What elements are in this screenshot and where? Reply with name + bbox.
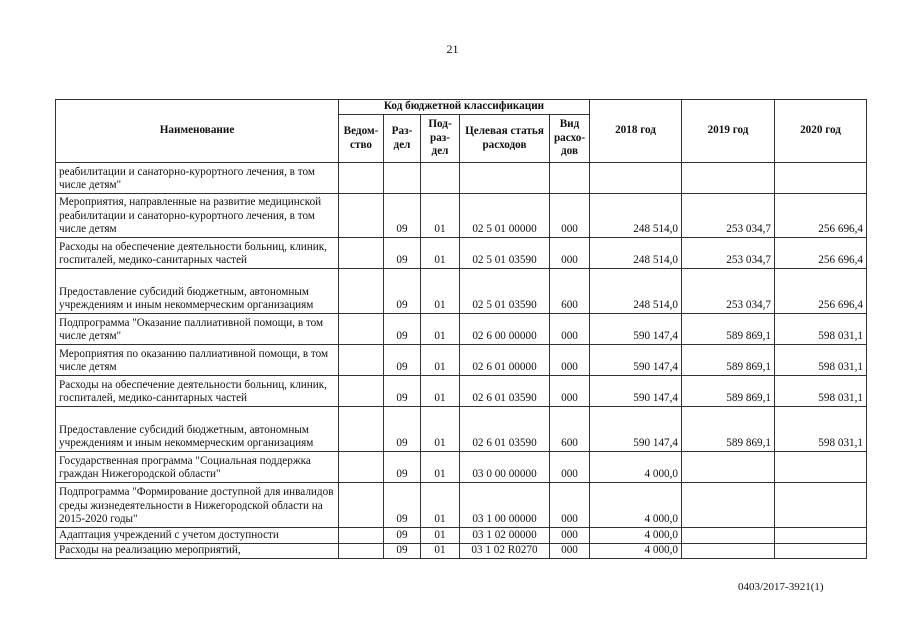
row-podrazdel: 01 — [421, 238, 460, 269]
table-row — [56, 345, 867, 376]
document-code: 0403/2017-3921(1) — [738, 581, 824, 593]
row-2018 — [590, 163, 682, 194]
row-celevaya: 02 6 01 03590 — [460, 407, 550, 452]
row-2019: 589 869,1 — [682, 314, 775, 345]
row-2018: 248 514,0 — [590, 194, 682, 238]
row-razdel: 09 — [384, 194, 421, 238]
row-celevaya: 02 6 00 00000 — [460, 314, 550, 345]
row-2020: 598 031,1 — [775, 407, 867, 452]
header-podrazdel: Под-раз-дел — [421, 115, 460, 163]
table-row — [56, 376, 867, 407]
row-name: Подпрограмма "Оказание паллиативной помощи, в том числе детям" — [56, 314, 339, 345]
row-2020 — [775, 452, 867, 483]
header-vid: Вид расхо-дов — [550, 115, 590, 163]
row-2019: 253 034,7 — [682, 238, 775, 269]
table-row — [56, 483, 867, 528]
row-vid: 600 — [550, 269, 590, 314]
row-razdel: 09 — [384, 452, 421, 483]
row-vedomstvo — [339, 314, 384, 345]
row-vedomstvo — [339, 238, 384, 269]
header-name: Наименование — [56, 100, 339, 163]
row-vid: 000 — [550, 483, 590, 528]
row-2020 — [775, 528, 867, 544]
row-vid: 000 — [550, 238, 590, 269]
row-vid — [550, 163, 590, 194]
row-2019 — [682, 528, 775, 544]
row-vid: 000 — [550, 345, 590, 376]
table-body — [56, 163, 867, 559]
row-2020: 256 696,4 — [775, 238, 867, 269]
row-razdel: 09 — [384, 269, 421, 314]
row-2020: 598 031,1 — [775, 345, 867, 376]
row-2018: 248 514,0 — [590, 269, 682, 314]
row-name: Расходы на обеспечение деятельности больниц, клиник, госпиталей, медико-санитарных частей — [56, 376, 339, 407]
header-2020: 2020 год — [775, 100, 867, 163]
row-2019: 253 034,7 — [682, 194, 775, 238]
row-razdel: 09 — [384, 544, 421, 559]
row-razdel — [384, 163, 421, 194]
row-vedomstvo — [339, 528, 384, 544]
row-2018: 4 000,0 — [590, 544, 682, 559]
row-razdel: 09 — [384, 238, 421, 269]
row-podrazdel: 01 — [421, 314, 460, 345]
row-2018: 248 514,0 — [590, 238, 682, 269]
row-celevaya: 02 6 01 03590 — [460, 376, 550, 407]
row-podrazdel — [421, 163, 460, 194]
row-2020 — [775, 163, 867, 194]
header-razdel: Раз-дел — [384, 115, 421, 163]
header-celevaya: Целевая статья расходов — [460, 115, 550, 163]
row-razdel: 09 — [384, 528, 421, 544]
row-vedomstvo — [339, 483, 384, 528]
row-vid: 000 — [550, 528, 590, 544]
row-name: Расходы на реализацию мероприятий, — [56, 544, 339, 559]
row-2019 — [682, 452, 775, 483]
row-2019: 253 034,7 — [682, 269, 775, 314]
row-vedomstvo — [339, 194, 384, 238]
table-row — [56, 544, 867, 559]
row-vedomstvo — [339, 407, 384, 452]
row-name: Расходы на обеспечение деятельности больниц, клиник, госпиталей, медико-санитарных частей — [56, 238, 339, 269]
row-celevaya: 02 6 01 00000 — [460, 345, 550, 376]
row-name: Мероприятия, направленные на развитие медицинской реабилитации и санаторно-курортного лечения, в том числе детям — [56, 194, 339, 238]
row-podrazdel: 01 — [421, 483, 460, 528]
row-vedomstvo — [339, 163, 384, 194]
row-vid: 000 — [550, 194, 590, 238]
row-2018: 590 147,4 — [590, 345, 682, 376]
row-vedomstvo — [339, 269, 384, 314]
row-name: Предоставление субсидий бюджетным, автономным учреждениям и иным некоммерческим организациям — [56, 407, 339, 452]
header-2018: 2018 год — [590, 100, 682, 163]
row-celevaya: 03 1 00 00000 — [460, 483, 550, 528]
row-name: Адаптация учреждений с учетом доступности — [56, 528, 339, 544]
row-razdel: 09 — [384, 376, 421, 407]
row-2019: 589 869,1 — [682, 407, 775, 452]
row-podrazdel: 01 — [421, 452, 460, 483]
row-2020 — [775, 544, 867, 559]
table-row — [56, 528, 867, 544]
row-podrazdel: 01 — [421, 345, 460, 376]
row-vedomstvo — [339, 345, 384, 376]
header-2019: 2019 год — [682, 100, 775, 163]
row-podrazdel: 01 — [421, 376, 460, 407]
row-2019 — [682, 483, 775, 528]
row-celevaya: 03 1 02 R0270 — [460, 544, 550, 559]
row-2020: 598 031,1 — [775, 376, 867, 407]
row-celevaya: 02 5 01 03590 — [460, 269, 550, 314]
header-code-group: Код бюджетной классификации — [339, 100, 590, 115]
row-vid: 600 — [550, 407, 590, 452]
row-celevaya: 02 5 01 00000 — [460, 194, 550, 238]
row-vid: 000 — [550, 314, 590, 345]
table-row — [56, 269, 867, 314]
row-2020: 256 696,4 — [775, 269, 867, 314]
row-razdel: 09 — [384, 483, 421, 528]
row-vedomstvo — [339, 544, 384, 559]
row-razdel: 09 — [384, 314, 421, 345]
row-celevaya — [460, 163, 550, 194]
row-vid: 000 — [550, 452, 590, 483]
row-podrazdel: 01 — [421, 528, 460, 544]
row-podrazdel: 01 — [421, 269, 460, 314]
row-celevaya: 03 1 02 00000 — [460, 528, 550, 544]
page-number: 21 — [446, 42, 459, 56]
row-2018: 4 000,0 — [590, 528, 682, 544]
row-2019 — [682, 163, 775, 194]
row-2020 — [775, 483, 867, 528]
row-2018: 590 147,4 — [590, 376, 682, 407]
row-podrazdel: 01 — [421, 544, 460, 559]
header-vedomstvo: Ведом-ство — [339, 115, 384, 163]
row-vid: 000 — [550, 544, 590, 559]
row-razdel: 09 — [384, 407, 421, 452]
table-row — [56, 314, 867, 345]
row-vedomstvo — [339, 452, 384, 483]
table-row — [56, 194, 867, 238]
row-celevaya: 03 0 00 00000 — [460, 452, 550, 483]
row-name: Подпрограмма "Формирование доступной для инвалидов среды жизнедеятельности в Нижегородской области на 2015-2020 годы" — [56, 483, 339, 528]
row-podrazdel: 01 — [421, 407, 460, 452]
table-row — [56, 163, 867, 194]
row-2018: 4 000,0 — [590, 483, 682, 528]
row-2019: 589 869,1 — [682, 376, 775, 407]
row-2020: 598 031,1 — [775, 314, 867, 345]
row-razdel: 09 — [384, 345, 421, 376]
table-row — [56, 238, 867, 269]
row-2019: 589 869,1 — [682, 345, 775, 376]
row-2018: 590 147,4 — [590, 314, 682, 345]
row-name: Мероприятия по оказанию паллиативной помощи, в том числе детям — [56, 345, 339, 376]
table-row — [56, 452, 867, 483]
row-vid: 000 — [550, 376, 590, 407]
row-vedomstvo — [339, 376, 384, 407]
row-name: реабилитации и санаторно-курортного лечения, в том числе детям" — [56, 163, 339, 194]
row-2018: 590 147,4 — [590, 407, 682, 452]
row-2020: 256 696,4 — [775, 194, 867, 238]
row-podrazdel: 01 — [421, 194, 460, 238]
row-name: Государственная программа "Социальная поддержка граждан Нижегородской области" — [56, 452, 339, 483]
row-2018: 4 000,0 — [590, 452, 682, 483]
row-2019 — [682, 544, 775, 559]
row-celevaya: 02 5 01 03590 — [460, 238, 550, 269]
table-row — [56, 407, 867, 452]
row-name: Предоставление субсидий бюджетным, автономным учреждениям и иным некоммерческим организациям — [56, 269, 339, 314]
budget-table — [55, 99, 867, 559]
